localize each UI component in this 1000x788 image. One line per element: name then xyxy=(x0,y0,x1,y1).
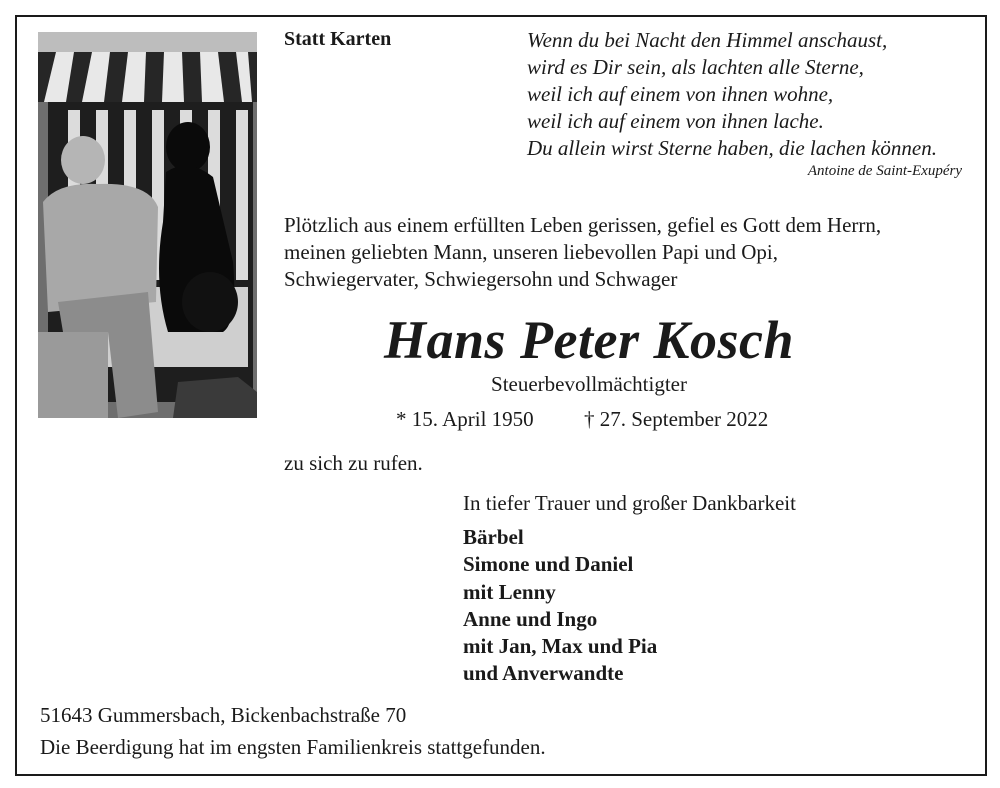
statt-karten-label: Statt Karten xyxy=(284,28,392,50)
poem-line: Du allein wirst Sterne haben, die lachen können. xyxy=(527,136,938,160)
funeral-note: Die Beerdigung hat im engsten Familienkreis stattgefunden. xyxy=(40,735,546,759)
family-member: Anne und Ingo xyxy=(463,606,598,631)
mourning-line: In tiefer Trauer und großer Dankbarkeit xyxy=(463,491,796,515)
family-member: und Anverwandte xyxy=(463,661,624,686)
intro-line: meinen geliebten Mann, unseren liebevollen Papi und Opi, xyxy=(284,240,778,264)
family-list xyxy=(463,524,657,688)
address: 51643 Gummersbach, Bickenbachstraße 70 xyxy=(40,703,407,727)
closing-text: zu sich zu rufen. xyxy=(284,451,423,475)
portrait-photo xyxy=(38,32,257,418)
death-date: † 27. September 2022 xyxy=(584,407,769,431)
intro-line: Schwiegervater, Schwiegersohn und Schwager xyxy=(284,267,678,291)
family-member: Bärbel xyxy=(463,525,524,549)
poem-line: weil ich auf einem von ihnen lache. xyxy=(527,109,824,133)
family-member: mit Lenny xyxy=(463,579,556,604)
poem-author: Antoine de Saint-Exupéry xyxy=(807,163,962,179)
intro-line: Plötzlich aus einem erfüllten Leben gerissen, gefiel es Gott dem Herrn, xyxy=(284,213,882,237)
family-member: Simone und Daniel xyxy=(463,552,634,577)
profession: Steuerbevollmächtigter xyxy=(491,372,687,396)
poem-line: weil ich auf einem von ihnen wohne, xyxy=(527,82,834,106)
poem-line: wird es Dir sein, als lachten alle Sterne, xyxy=(527,55,864,79)
intro-text xyxy=(284,212,881,293)
deceased-name: Hans Peter Kosch xyxy=(383,310,795,370)
poem-line: Wenn du bei Nacht den Himmel anschaust, xyxy=(527,28,888,52)
family-member: mit Jan, Max und Pia xyxy=(463,634,658,659)
poem xyxy=(527,27,937,162)
birth-date: * 15. April 1950 xyxy=(396,407,534,431)
